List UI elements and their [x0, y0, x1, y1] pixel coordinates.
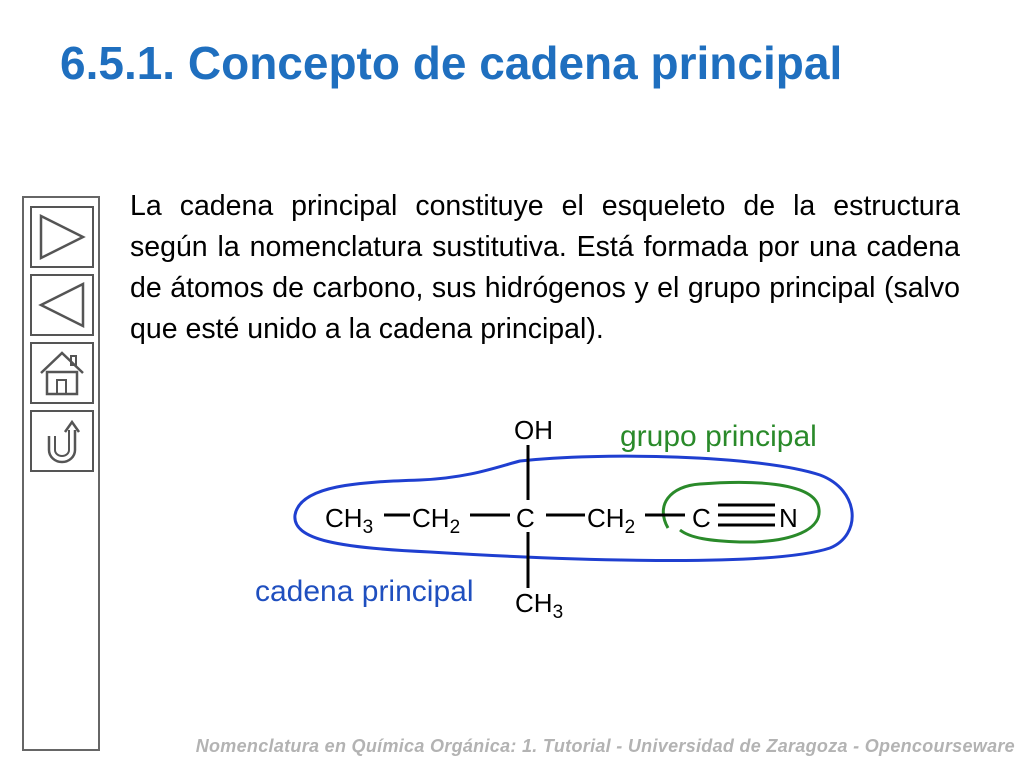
description-paragraph: La cadena principal constituye el esqueleto de la estructura según la nomenclatura sustitutiva. Está formada por una cadena de átomos de carbono, sus hidrógenos y el grupo principal (salvo que esté unido a la cadena principal). — [130, 190, 960, 345]
atom-ch3-bottom: $CH_3$ — [515, 588, 564, 623]
atom-ch3-left: $CH_3$ — [325, 503, 374, 538]
footer-text: Nomenclatura en Química Orgánica: 1. Tutorial - Universidad de Zaragoza - Opencourseware — [195, 736, 1015, 756]
atom-oh: OH — [514, 415, 553, 445]
grupo-principal-label: grupo principal — [620, 420, 817, 453]
atom-ch2-a: $CH_2$ — [412, 503, 461, 538]
cadena-principal-label: cadena principal — [255, 575, 474, 608]
atom-n: N — [779, 503, 798, 533]
page-title: 6.5.1. Concepto de cadena principal — [60, 37, 843, 89]
atom-c-nitrile: C — [692, 503, 711, 533]
atom-c-center: C — [516, 503, 535, 533]
atom-ch2-b: $CH_2$ — [587, 503, 636, 538]
main-chain-outline — [295, 456, 852, 560]
